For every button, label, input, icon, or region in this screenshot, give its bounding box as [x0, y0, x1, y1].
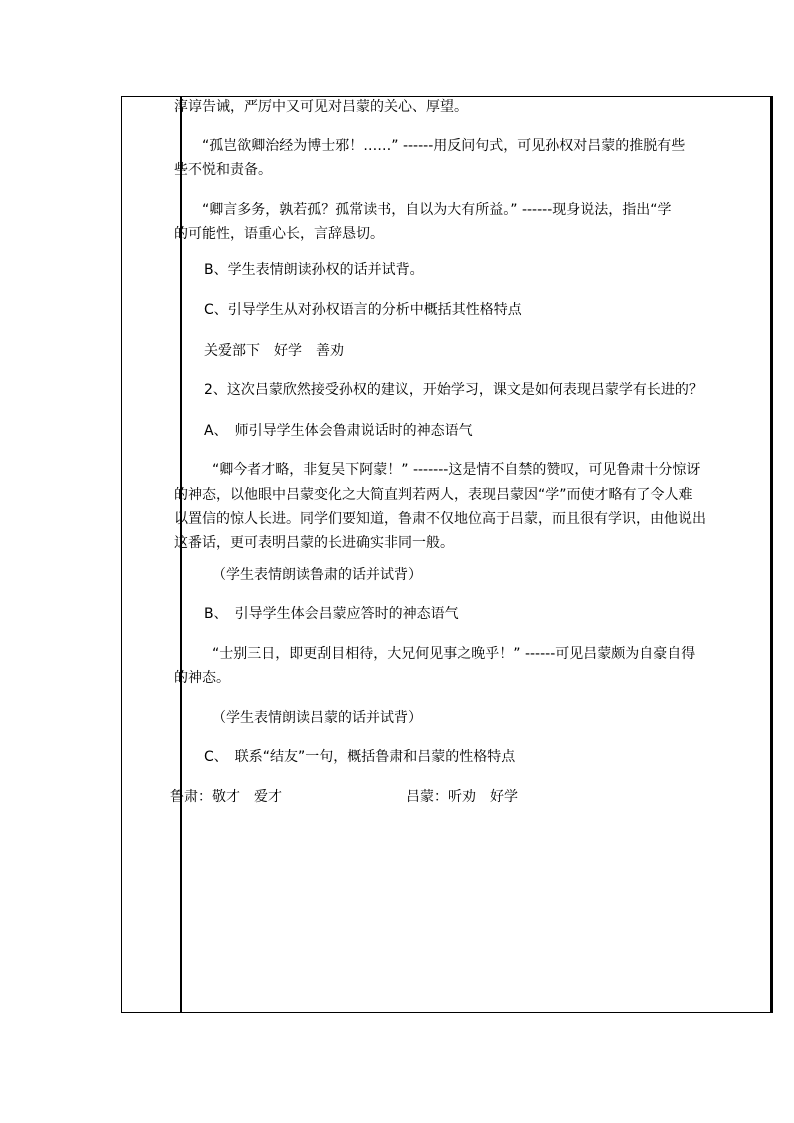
text-line: B、 引导学生体会吕蒙应答时的神态语气 [204, 606, 459, 622]
text-line: 的神态，以他眼中吕蒙变化之大简直判若两人，表现吕蒙因“学”而使才略有了令人难 [174, 487, 693, 503]
text-line: 这番话，更可表明吕蒙的长进确实非同一般。 [174, 535, 454, 551]
text-line: 鲁肃：敬才 爱才 [170, 789, 282, 805]
text-line: （学生表情朗读吕蒙的话并试背） [212, 710, 422, 726]
text-line: “卿今者才略，非复吴下阿蒙！” -------这是情不自禁的赞叹，可见鲁肃十分惊讶 [212, 462, 701, 478]
text-line: 些不悦和责备。 [174, 162, 272, 178]
lesson-content-cell [170, 96, 770, 1013]
text-line: B、学生表情朗读孙权的话并试背。 [204, 262, 424, 278]
text-line: A、 师引导学生体会鲁肃说话时的神态语气 [204, 423, 473, 439]
text-line: 关爱部下 好学 善劝 [204, 343, 344, 359]
text-line: 淳谆告诫，严厉中又可见对吕蒙的关心、厚望。 [174, 99, 468, 115]
text-line: C、引导学生从对孙权语言的分析中概括其性格特点 [204, 302, 522, 318]
table-right-border [770, 96, 772, 1013]
text-line: （学生表情朗读鲁肃的话并试背） [212, 567, 422, 583]
text-line: C、 联系“结友”一句，概括鲁肃和吕蒙的性格特点 [204, 749, 516, 765]
text-line: “卿言多务，孰若孤？孤常读书，自以为大有所益。” ------现身说法，指出“学 [202, 202, 672, 218]
text-line: “孤岂欲卿治经为博士邪！……” ------用反问句式，可见孙权对吕蒙的推脱有些 [202, 138, 686, 154]
text-line: 的可能性，语重心长，言辞恳切。 [174, 226, 384, 242]
text-line: “士别三日，即更刮目相待，大兄何见事之晚乎！” ------可见吕蒙颇为自豪自得 [212, 646, 696, 662]
text-line: 吕蒙：听劝 好学 [406, 789, 518, 805]
text-line: 以置信的惊人长进。同学们要知道，鲁肃不仅地位高于吕蒙，而且很有学识，由他说出 [174, 511, 706, 527]
text-line: 2、这次吕蒙欣然接受孙权的建议，开始学习，课文是如何表现吕蒙学有长进的？ [204, 382, 703, 398]
text-line: 的神态。 [174, 670, 230, 686]
